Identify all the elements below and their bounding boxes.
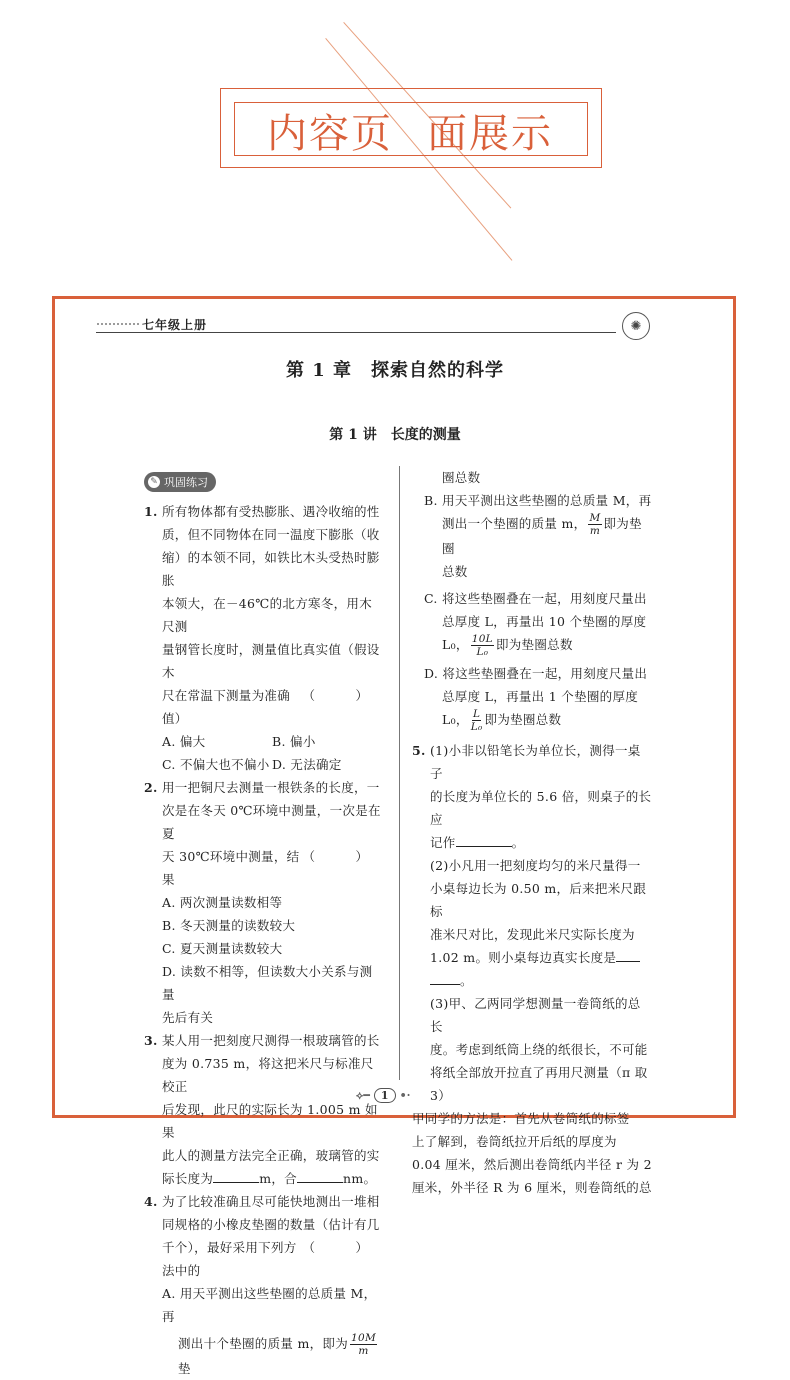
option-a: A. 用天平测出这些垫圈的总质量 M，再 [162,1286,377,1324]
banner-title-part2: 面展示 [427,110,553,157]
text-line: (3)甲、乙两同学想测量一卷筒纸的总长 [430,996,641,1034]
text-line: 度。考虑到纸筒上绕的纸很长，不可能 [430,1042,648,1057]
answer-blank[interactable] [456,832,512,847]
fraction: $\frac{L}{\text{L₀}}$ [470,708,483,733]
option-row [162,730,382,753]
text-line: 记作 。 [430,831,652,854]
question-number: 2. [144,780,158,795]
answer-blank[interactable] [430,970,460,985]
text-line: 。 [430,969,652,992]
text-line: 此人的测量方法完全正确，玻璃管的实 [162,1148,380,1163]
pencil-icon: ✎ [148,476,160,488]
fraction: $\frac{M}{m}$ [589,512,601,537]
text-line: 量钢管长度时，测量值比真实值（假设木 [162,642,380,680]
text-line: 甲同学的方法是：首先从卷筒纸的标签 [412,1111,630,1126]
text-line: 的长度为单位长的 5.6 倍，则桌子的长应 [430,789,652,827]
text-line: 际长度为 m，合 nm。 [162,1167,382,1190]
chapter-title: 第 1 章 探索自然的科学 [285,360,505,381]
option-a-cont: 测出十个垫圈的质量 m，即为 $\frac{10M}{m}$ 垫 [178,1332,377,1376]
running-head: 七年级上册 [142,318,208,332]
answer-blank[interactable] [213,1168,259,1183]
running-head-dots [96,322,140,327]
text-line: 度为 0.735 m，将这把米尺与标准尺校正 [162,1056,374,1094]
option-d-cont: 总厚度 L，再量出 1 个垫圈的厚度 [442,689,639,704]
text-line: 质，但不同物体在同一温度下膨胀（收 [162,527,380,542]
text-line: 本领大，在－46℃的北方寒冬，用木尺测 [162,596,372,634]
running-head-rule [96,332,616,333]
option-a-cont: 圈总数 [442,470,481,485]
section-badge-label: 巩固练习 [164,476,208,489]
option-c: C. 夏天测量读数较大 [162,941,283,956]
lesson-title: 第 1 讲 长度的测量 [329,427,461,443]
question-4 [144,1190,382,1380]
answer-paren: （ ） [302,1240,382,1255]
text-line: 小桌每边长为 0.50 m，后来把米尺跟标 [430,881,647,919]
option-a: A. 偏大 [162,734,206,749]
option-d: D. 读数不相等，但读数大小关系与测量 [162,964,373,1002]
text-line: 次是在冬天 0℃环境中测量，一次是在夏 [162,803,381,841]
text-line: 同规格的小橡皮垫圈的数量（估计有几 [162,1217,380,1232]
question-number: 3. [144,1033,158,1048]
answer-blank[interactable] [616,947,640,962]
question-number: 1. [144,504,158,519]
question-5 [412,739,652,1107]
option-b: B. 偏小 [272,734,316,749]
option-c: C. 不偏大也不偏小 [162,757,270,772]
text-line: 准米尺对比，发现此米尺实际长度为 [430,927,635,942]
fraction: $\frac{10M}{m}$ [351,1332,377,1357]
option-b: B. 用天平测出这些垫圈的总质量 M，再 [424,493,652,508]
text-line: 用一把铜尺去测量一根铁条的长度，一 [162,780,380,795]
text-line: 1.02 m。则小桌每边真实长度是 [430,946,652,969]
text-line: (1)小非以铅笔长为单位长，测得一桌子 [430,743,641,781]
footer-ornament-icon: ⟡━ [356,1088,370,1102]
text-line: 所有物体都有受热膨胀、遇冷收缩的性 [162,504,380,519]
question-2 [144,776,382,1029]
banner-title [240,98,580,162]
option-d: D. 无法确定 [272,757,342,772]
banner-title-part1: 内容页 [267,110,393,157]
option-b-cont: 测出一个垫圈的质量 m， $\frac{M}{m}$ 即为垫圈 [442,512,642,556]
option-c: C. 将这些垫圈叠在一起，用刻度尺量出 [424,591,647,606]
text-line: (2)小凡用一把刻度均匀的米尺量得一 [430,858,641,873]
option-row [162,753,382,776]
option-b: B. 冬天测量的读数较大 [162,918,296,933]
text-line: 厘米，外半径 R 为 6 厘米，则卷筒纸的总 [412,1180,652,1195]
text-line: 某人用一把刻度尺测得一根玻璃管的长 [162,1033,380,1048]
question-number: 4. [144,1194,158,1209]
fraction: $\frac{10L}{\text{L₀}}$ [471,633,493,658]
text-line: 为了比较准确且尽可能快地测出一堆相 [162,1194,380,1209]
question-1 [144,500,382,776]
option-b-cont: 总数 [442,564,468,579]
text-line: 将纸全部放开拉直了再用尺测量（π 取 [430,1065,648,1080]
option-a: A. 两次测量读数相等 [162,895,283,910]
answer-blank[interactable] [297,1168,343,1183]
question-3 [144,1029,382,1190]
option-d-cont: L₀， $\frac{L}{\text{L₀}}$ 即为垫圈总数 [442,708,562,733]
text-line: （ ） 天 30℃环境中测量，结果 [162,845,382,891]
text-line: （ ） 尺在常温下测量为准确值） [162,684,382,730]
book-logo-icon: ✺ [622,312,650,340]
answer-paren: （ ） [302,688,382,703]
text-line: （ ） 千个），最好采用下列方法中的 [162,1236,382,1282]
page-number: 1 [374,1088,396,1103]
text-line: 后发现，此尺的实际长为 1.005 m 如果 [162,1102,378,1140]
option-d-cont: 先后有关 [162,1010,214,1025]
text-line: 3） [430,1088,452,1103]
page-footer [356,1088,410,1103]
text-line: 缩）的本领不同，如铁比木头受热时膨胀 [162,550,380,588]
option-c-cont: L₀， $\frac{10L}{\text{L₀}}$ 即为垫圈总数 [442,633,573,658]
text-line: 上了解到，卷筒纸拉开后纸的厚度为 [412,1134,617,1149]
column-divider [399,466,400,1080]
left-column [144,500,382,1380]
footer-dots-icon: •· [399,1089,411,1102]
answer-paren: （ ） [302,849,382,864]
option-d: D. 将这些垫圈叠在一起，用刻度尺量出 [424,666,648,681]
section-badge [144,472,216,492]
right-column [412,466,652,1199]
question-number: 5. [412,743,426,758]
text-line: 0.04 厘米，然后测出卷筒纸内半径 r 为 2 [412,1157,652,1172]
option-c-cont: 总厚度 L，再量出 10 个垫圈的厚度 [442,614,647,629]
